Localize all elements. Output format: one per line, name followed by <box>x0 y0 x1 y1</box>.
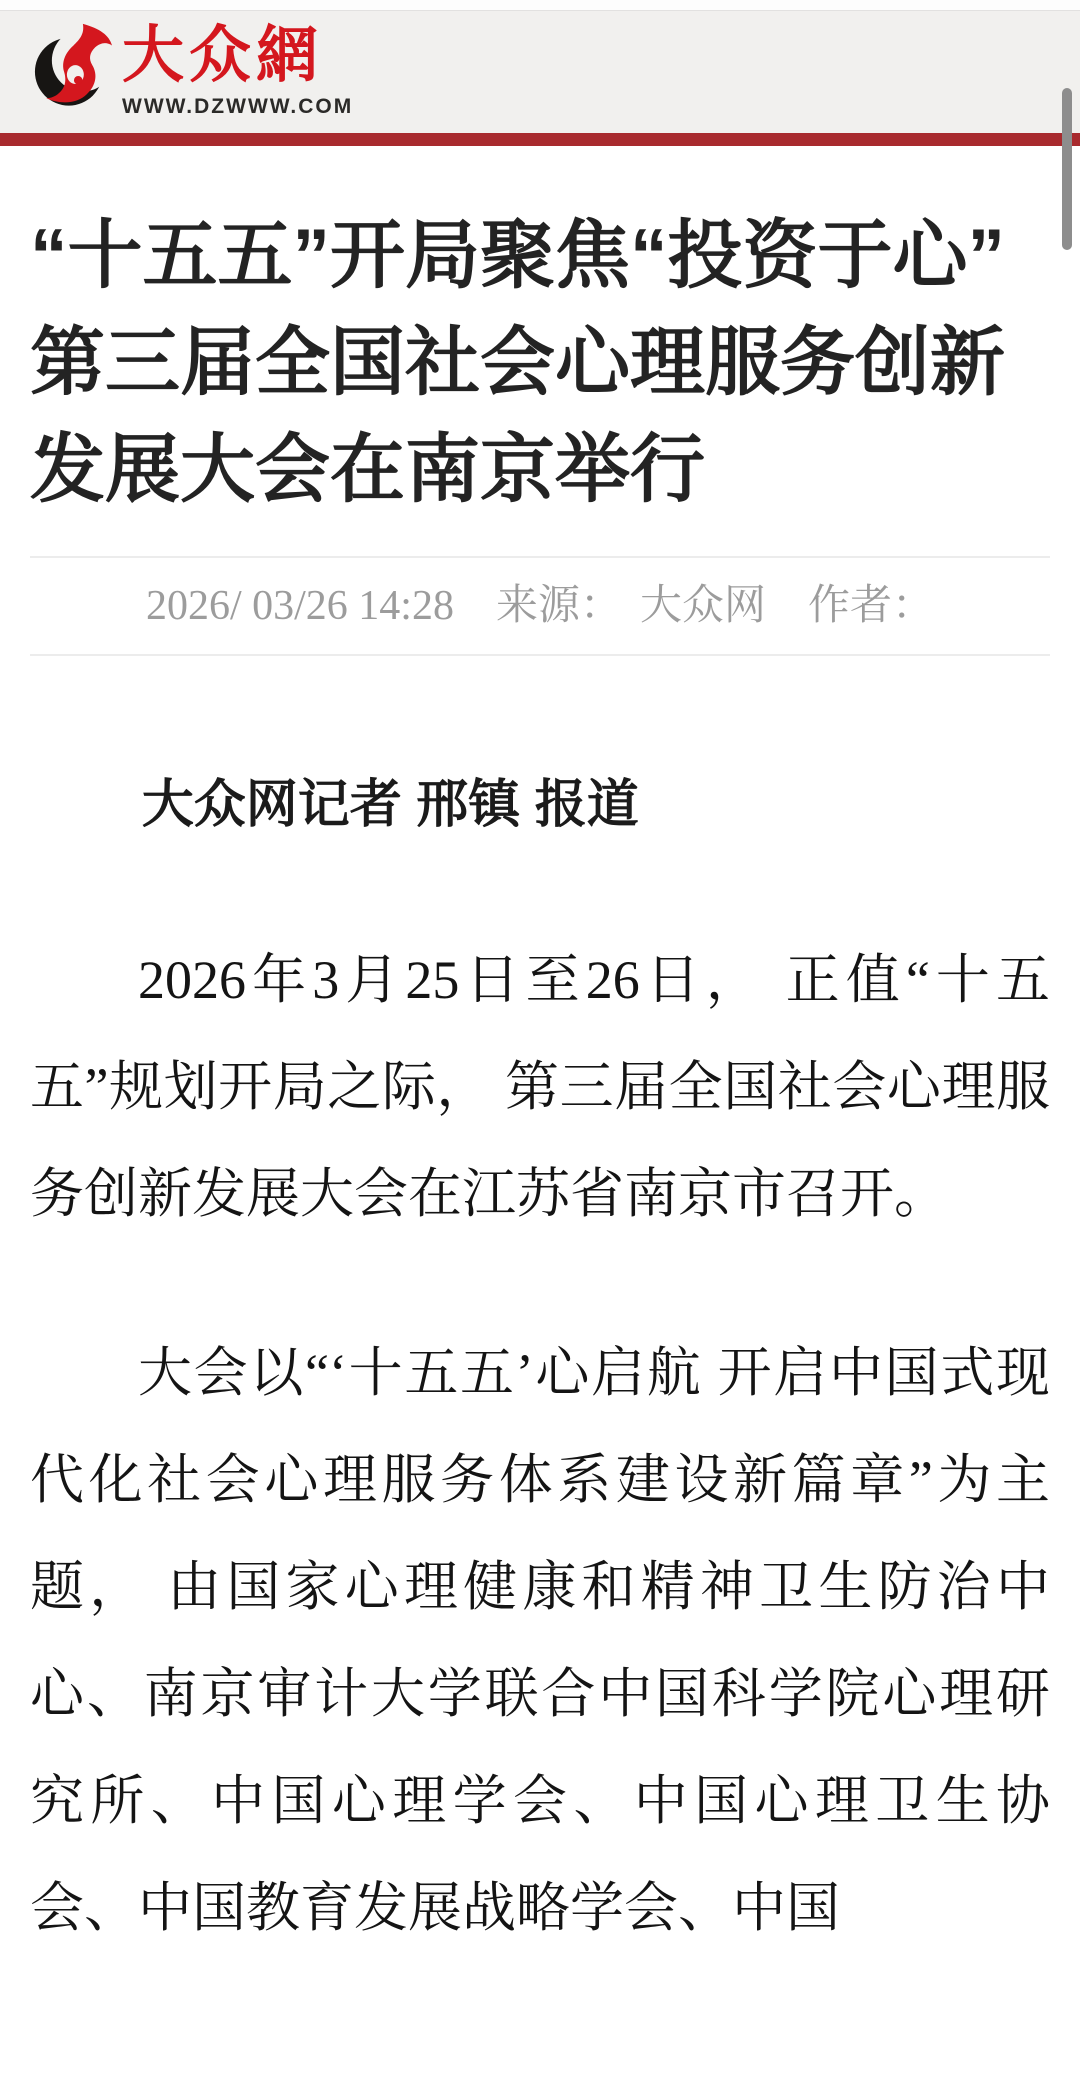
publish-datetime: 2026/ 03/26 14:28 <box>145 583 454 629</box>
browser-top-strip <box>0 0 1080 11</box>
source-label: 来源： <box>495 583 622 629</box>
red-accent-bar <box>0 133 1080 146</box>
scrollbar-thumb[interactable] <box>1062 88 1072 250</box>
reporter-byline: 大众网记者 邢镇 报道 <box>141 776 639 834</box>
brand-name: 大众網 <box>122 22 324 90</box>
article-body <box>30 656 1050 1962</box>
brand-url-text: WWW.DZWWW.COM <box>122 95 354 118</box>
site-header <box>0 11 1080 133</box>
site-logo[interactable] <box>34 21 353 119</box>
article <box>0 202 1080 1962</box>
dzwww-flame-crescent-icon <box>34 21 128 115</box>
author-label: 作者： <box>808 583 935 629</box>
article-paragraph: 大会以“‘十五五’心启航 开启中国式现代化社会心理服务体系建设新篇章”为主题， 由国家心理健康和精神卫生防治中心、南京审计大学联合中国科学院心理研究所、中国心理学会、中国心理卫生协会、中国教育发展战略学会、中国 <box>30 1343 1050 1938</box>
source-value: 大众网 <box>640 583 767 629</box>
article-paragraph: 2026年3月25日至26日， 正值“十五五”规划开局之际， 第三届全国社会心理服务创新发展大会在江苏省南京市召开。 <box>30 950 1050 1224</box>
source-pair <box>496 582 766 630</box>
article-meta-row <box>30 556 1050 656</box>
article-title: “十五五”开局聚焦“投资于心” 第三届全国社会心理服务创新发展大会在南京举行 <box>30 213 1006 511</box>
